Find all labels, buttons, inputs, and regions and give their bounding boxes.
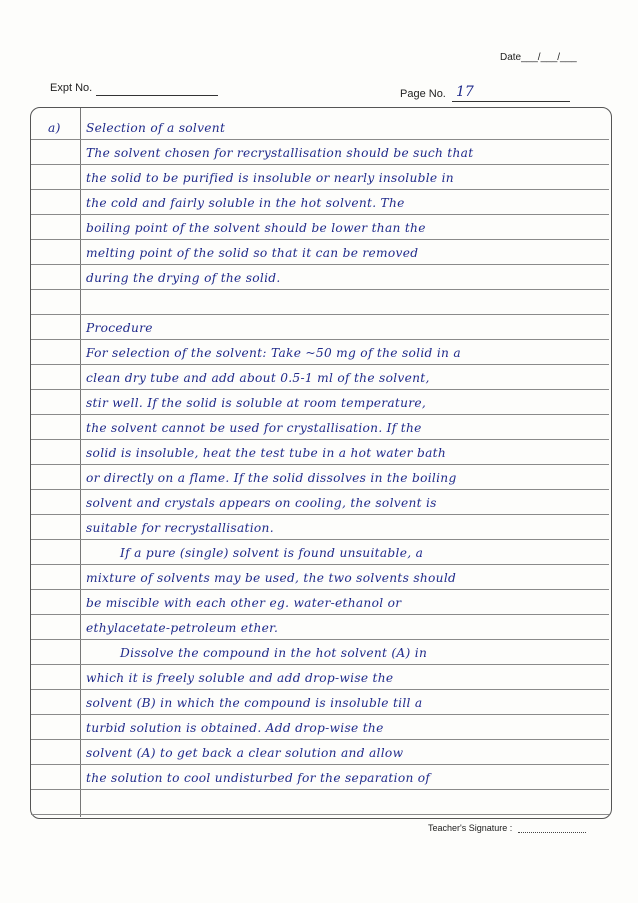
line-2: The solvent chosen for recrystallisation should be such that: [86, 146, 474, 160]
line-27: the solution to cool undisturbed for the separation of: [86, 771, 431, 785]
ruled-line: [31, 189, 609, 190]
line-20: be miscible with each other eg. water-ethanol or: [86, 596, 402, 610]
line-12: stir well. If the solid is soluble at room temperature,: [86, 396, 427, 410]
ruled-line: [31, 239, 609, 240]
ruled-line: [31, 739, 609, 740]
ruled-line: [31, 764, 609, 765]
expt-no-line: [96, 95, 218, 96]
ruled-line: [31, 264, 609, 265]
ruled-line: [31, 664, 609, 665]
line-25: turbid solution is obtained. Add drop-wise the: [86, 721, 384, 735]
line-14: solid is insoluble, heat the test tube in a hot water bath: [86, 446, 446, 460]
ruled-line: [31, 164, 609, 165]
line-9: Procedure: [86, 321, 153, 335]
ruled-line: [31, 289, 609, 290]
ruled-line: [31, 539, 609, 540]
ruled-line: [31, 414, 609, 415]
ruled-line: [31, 464, 609, 465]
ruled-line: [31, 714, 609, 715]
expt-no-label: Expt No.: [50, 82, 93, 94]
line-26: solvent (A) to get back a clear solution and allow: [86, 746, 404, 760]
line-18: If a pure (single) solvent is found unsuitable, a: [120, 546, 424, 560]
line-23: which it is freely soluble and add drop-wise the: [86, 671, 394, 685]
line-10: For selection of the solvent: Take ~50 mg of the solid in a: [86, 346, 461, 360]
ruled-line: [31, 364, 609, 365]
line-6: melting point of the solid so that it can be removed: [86, 246, 419, 260]
line-11: clean dry tube and add about 0.5-1 ml of the solvent,: [86, 371, 430, 385]
page-number: 17: [456, 84, 474, 100]
ruled-line: [31, 389, 609, 390]
line-1: Selection of a solvent: [86, 121, 226, 135]
ruled-line: [31, 614, 609, 615]
line-15: or directly on a flame. If the solid dissolves in the boiling: [86, 471, 457, 485]
line-22: Dissolve the compound in the hot solvent (A) in: [120, 646, 428, 660]
line-3: the solid to be purified is insoluble or nearly insoluble in: [86, 171, 454, 185]
ruled-line: [31, 814, 609, 815]
ruled-line: [31, 139, 609, 140]
ruled-line: [31, 514, 609, 515]
date-label: Date___/___/___: [500, 52, 577, 63]
ruled-line: [31, 589, 609, 590]
ruled-line: [31, 339, 609, 340]
line-17: suitable for recrystallisation.: [86, 521, 274, 535]
line-24: solvent (B) in which the compound is insoluble till a: [86, 696, 423, 710]
ruled-line: [31, 439, 609, 440]
line-7: during the drying of the solid.: [86, 271, 281, 285]
line-4: the cold and fairly soluble in the hot solvent. The: [86, 196, 405, 210]
line-13: the solvent cannot be used for crystallisation. If the: [86, 421, 422, 435]
ruled-line: [31, 639, 609, 640]
teacher-signature-label: Teacher's Signature :: [428, 823, 513, 833]
page-no-label: Page No.: [400, 88, 446, 100]
line-5: boiling point of the solvent should be lower than the: [86, 221, 426, 235]
ruled-line: [31, 564, 609, 565]
line-16: solvent and crystals appears on cooling, the solvent is: [86, 496, 437, 510]
section-marker: a): [48, 121, 61, 135]
ruled-line: [31, 789, 609, 790]
line-19: mixture of solvents may be used, the two solvents should: [86, 571, 457, 585]
ruled-line: [31, 314, 609, 315]
line-21: ethylacetate-petroleum ether.: [86, 621, 279, 635]
ruled-line: [31, 214, 609, 215]
ruled-line: [31, 489, 609, 490]
ruled-line: [31, 689, 609, 690]
teacher-signature-line: [518, 832, 586, 833]
page-no-line: [452, 101, 570, 102]
